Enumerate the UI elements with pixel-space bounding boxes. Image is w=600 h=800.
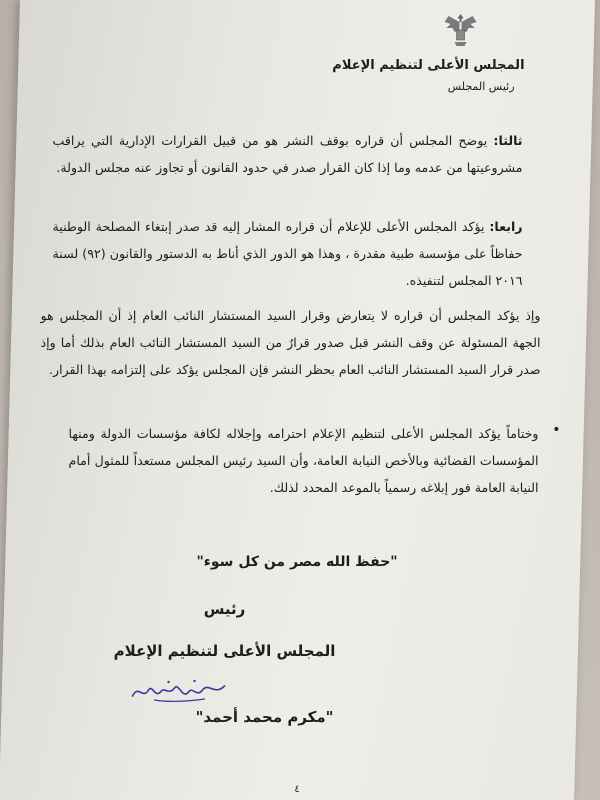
page-number: ٤ (294, 784, 300, 795)
signatory-name: "مكرم محمد أحمد" (195, 708, 334, 726)
paragraph-third (53, 127, 523, 181)
paragraph-closing (69, 420, 539, 501)
paragraph-text: وختاماً يؤكد المجلس الأعلى لتنظيم الإعلام احترامه وإجلاله لكافة مؤسسات الدولة ومنها المؤسسات القضائية وبالأخص النيابة العامة، وأن السيد رئيس المجلس مستعداً للمثول أمام النيابة العامة فور إبلاغه رسمياً بالموعد المحدد لذلك. (68, 426, 539, 495)
paragraph-label: ثالثا: (493, 133, 523, 148)
signature-organization: المجلس الأعلى لتنظيم الإعلام (113, 642, 336, 660)
paragraph-fourth (53, 213, 523, 294)
bullet-icon: • (552, 422, 561, 438)
slogan: "حفظ الله مصر من كل سوء" (196, 554, 398, 570)
paragraph-fifth (41, 302, 541, 383)
header-role: رئيس المجلس (447, 80, 515, 93)
paragraph-label: رابعا: (489, 219, 523, 234)
header-organization: المجلس الأعلى لتنظيم الإعلام (332, 58, 525, 73)
paragraph-text: يؤكد المجلس الأعلى للإعلام أن قراره المشار إليه قد صدر إبتغاء المصلحة الوطنية حفاظاً على مؤسسة طبية مقدرة ، وهذا هو الدور الذي أناط به الدستور والقانون (٩٢) لسنة ٢٠١٦ المجلس لتنفيذه. (52, 219, 523, 288)
paragraph-text: يوضح المجلس أن قراره بوقف النشر هو من قبيل القرارات الإدارية التي يراقب مشروعيتها من عدمه وما إذا كان القرار صدر في حدود القانون أو تجاوز عنه مجلس الدولة. (52, 133, 523, 175)
paragraph-text: وإذ يؤكد المجلس أن قراره لا يتعارض وقرار السيد المستشار النائب العام إذ أن المجلس هو الجهة المسئولة عن وقف النشر قبل صدور قرارٌ من السيد المستشار النائب العام بذلك أما وإذ صدر قرار السيد المستشار النائب العام بحظر النشر فإن المجلس يؤكد على إلتزامه بهذا القرار. (40, 308, 541, 377)
signature-title: رئيس (203, 600, 246, 618)
handwritten-signature (125, 674, 235, 706)
page-content (10, 0, 585, 800)
eagle-emblem-icon (441, 8, 481, 52)
